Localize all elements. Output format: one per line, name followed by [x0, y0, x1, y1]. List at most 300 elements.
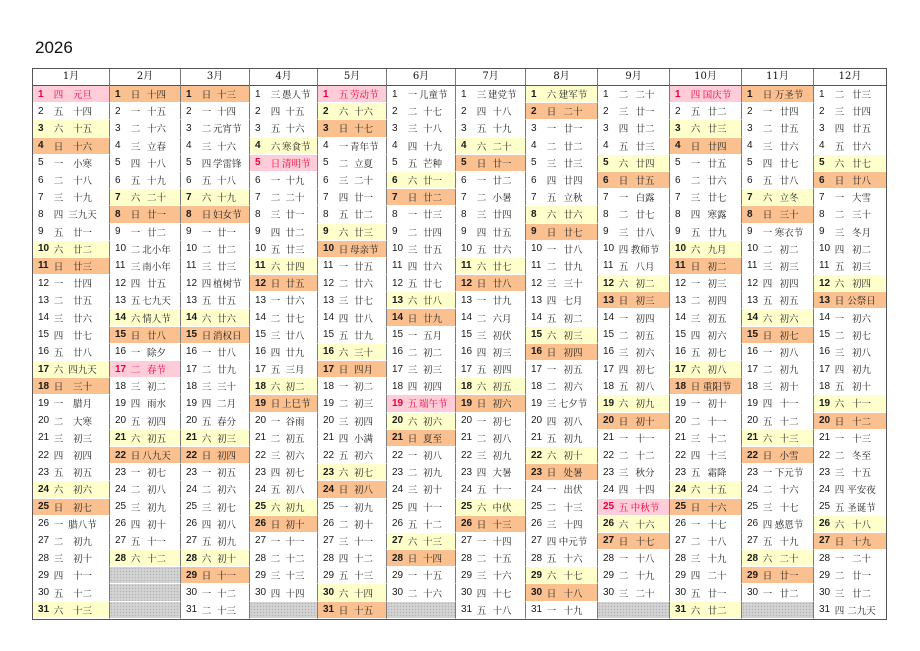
lunar-label: 中伏: [492, 502, 512, 514]
day-number: 16: [115, 346, 127, 358]
day-number: 9: [461, 226, 467, 238]
day-number: 27: [819, 535, 831, 547]
day-number: 26: [531, 518, 543, 530]
lunar-label: 二十: [779, 554, 799, 566]
day-cell: [318, 241, 387, 258]
lunar-label: 春节: [146, 365, 166, 377]
lunar-label: 三十: [353, 347, 373, 359]
weekday-label: 四: [618, 485, 629, 497]
lunar-label: 十九: [422, 141, 442, 153]
day-number: 12: [603, 277, 615, 289]
day-cell: [742, 361, 814, 378]
day-number: 11: [461, 260, 472, 272]
weekday-label: 五: [476, 605, 487, 617]
day-cell: [110, 189, 181, 206]
day-cell: [33, 292, 110, 309]
weekday-label: 三: [834, 468, 845, 480]
day-number: 22: [255, 449, 267, 461]
lunar-label: 十九: [707, 554, 727, 566]
weekday-label: 二: [546, 502, 557, 514]
lunar-label: 十四: [72, 107, 92, 119]
lunar-label: 十九: [72, 193, 92, 205]
weekday-label: 二: [201, 365, 212, 377]
day-number: 15: [603, 329, 615, 341]
day-number: 14: [38, 312, 50, 324]
lunar-label: 芒种: [422, 158, 442, 170]
weekday-label: 二: [762, 124, 773, 136]
day-number: 28: [675, 552, 687, 564]
lunar-label: 廿七: [707, 193, 727, 205]
day-number: 28: [255, 552, 267, 564]
lunar-label: 十三: [492, 519, 512, 531]
day-number: 30: [392, 587, 404, 599]
lunar-label: 冬月: [851, 227, 871, 239]
weekday-label: 四: [834, 244, 845, 256]
lunar-label: 十六: [146, 124, 166, 136]
weekday-label: 五: [407, 158, 418, 170]
day-cell: [318, 481, 387, 498]
lunar-label: 十二: [635, 451, 655, 463]
weekday-label: 二: [201, 244, 212, 256]
day-number: 5: [531, 157, 537, 169]
lunar-label: 初九: [146, 502, 166, 514]
lunar-label: 十八: [563, 588, 583, 600]
day-number: 6: [531, 174, 537, 186]
lunar-label: 廿八: [353, 313, 373, 325]
weekday-label: 一: [270, 176, 281, 188]
day-number: 26: [392, 518, 404, 530]
day-cell: [456, 533, 526, 550]
lunar-label: 十九: [635, 571, 655, 583]
lunar-label: 二十: [563, 107, 583, 119]
weekday-label: 二: [476, 193, 487, 205]
day-number: 14: [531, 312, 543, 324]
lunar-label: 十一: [146, 536, 166, 548]
lunar-label: 二十: [851, 554, 871, 566]
lunar-label: 十六: [353, 107, 373, 119]
lunar-label: 廿三: [563, 158, 583, 170]
day-number: 18: [255, 380, 267, 392]
lunar-label: 十八: [72, 176, 92, 188]
weekday-label: 一: [407, 90, 418, 102]
day-cell: [598, 584, 670, 601]
day-cell: [250, 516, 318, 533]
day-cell: [318, 155, 387, 172]
day-cell: [387, 413, 456, 430]
day-number: 19: [603, 397, 615, 409]
day-number: 20: [115, 415, 127, 427]
day-cell: [318, 378, 387, 395]
weekday-label: 日: [690, 502, 701, 514]
day-number: 3: [603, 122, 609, 134]
day-cell: [526, 103, 598, 120]
day-number: 21: [323, 432, 335, 444]
weekday-label: 二: [546, 382, 557, 394]
weekday-label: 日: [762, 330, 773, 342]
weekday-label: 三: [130, 382, 141, 394]
weekday-label: 一: [407, 210, 418, 222]
day-cell: [318, 602, 387, 619]
day-cell: [598, 86, 670, 103]
day-cell: [318, 464, 387, 481]
day-number: 24: [461, 483, 473, 495]
lunar-label: 十六: [707, 502, 727, 514]
lunar-label: 上巳节: [282, 399, 311, 411]
day-cell: [181, 172, 250, 189]
day-number: 10: [461, 243, 473, 255]
day-cell: [670, 258, 742, 275]
day-number: 31: [186, 604, 198, 616]
weekday-label: 五: [53, 347, 64, 359]
day-cell: [598, 189, 670, 206]
day-cell: [250, 395, 318, 412]
day-cell: [670, 120, 742, 137]
day-cell: [814, 567, 886, 584]
lunar-label: 廿五: [72, 296, 92, 308]
day-number: 27: [603, 535, 615, 547]
weekday-label: 日: [762, 90, 773, 102]
weekday-label: 五: [690, 347, 701, 359]
lunar-label: 初九: [422, 468, 442, 480]
day-cell: [742, 378, 814, 395]
day-cell: [110, 516, 181, 533]
day-cell: [33, 395, 110, 412]
day-cell: [181, 550, 250, 567]
weekday-label: 四: [762, 279, 773, 291]
day-number: 23: [38, 466, 50, 478]
day-number: 28: [819, 552, 831, 564]
day-number: 15: [819, 329, 831, 341]
day-cell: [110, 103, 181, 120]
lunar-label: 初三: [779, 261, 799, 273]
weekday-label: 三: [618, 347, 629, 359]
day-number: 1: [819, 88, 825, 100]
lunar-label: 廿九: [216, 365, 236, 377]
empty-cell: [598, 602, 670, 619]
weekday-label: 日: [476, 519, 487, 531]
day-cell: [526, 120, 598, 137]
weekday-label: 日: [476, 158, 487, 170]
lunar-label: 十二: [353, 554, 373, 566]
lunar-label: 廿五: [635, 176, 655, 188]
weekday-label: 一: [201, 227, 212, 239]
day-cell: [670, 103, 742, 120]
lunar-label: 廿三: [422, 210, 442, 222]
weekday-label: 四: [618, 124, 629, 136]
lunar-label: 廿一: [216, 227, 236, 239]
day-number: 20: [255, 415, 267, 427]
day-cell: [33, 413, 110, 430]
lunar-label: 三九天: [68, 210, 97, 222]
weekday-label: 三: [53, 554, 64, 566]
day-number: 23: [819, 466, 831, 478]
day-number: 19: [255, 397, 267, 409]
weekday-label: 日: [546, 227, 557, 239]
day-cell: [456, 430, 526, 447]
day-number: 3: [747, 122, 753, 134]
day-number: 10: [38, 243, 50, 255]
day-cell: [110, 533, 181, 550]
lunar-label: 廿一: [492, 158, 512, 170]
day-number: 9: [819, 226, 825, 238]
day-number: 27: [392, 535, 404, 547]
day-number: 2: [115, 105, 121, 117]
lunar-label: 春分: [216, 416, 236, 428]
day-cell: [110, 481, 181, 498]
lunar-label: 十二: [72, 588, 92, 600]
day-number: 13: [461, 294, 473, 306]
weekday-label: 三: [476, 451, 487, 463]
lunar-label: 初四: [422, 382, 442, 394]
day-number: 27: [186, 535, 198, 547]
weekday-label: 一: [762, 588, 773, 600]
day-cell: [110, 309, 181, 326]
day-cell: [814, 275, 886, 292]
day-number: 25: [747, 501, 759, 513]
weekday-label: 二: [130, 244, 141, 256]
day-number: 10: [819, 243, 831, 255]
day-number: 27: [531, 535, 543, 547]
day-cell: [181, 395, 250, 412]
day-cell: [110, 344, 181, 361]
lunar-label: 小雪: [779, 451, 799, 463]
day-number: 2: [531, 105, 537, 117]
lunar-label: 初九: [635, 399, 655, 411]
lunar-label: 廿八: [635, 227, 655, 239]
day-cell: [742, 481, 814, 498]
weekday-label: 四: [476, 588, 487, 600]
weekday-label: 三: [201, 502, 212, 514]
lunar-label: 初三: [707, 279, 727, 291]
weekday-label: 三: [270, 90, 281, 102]
lunar-label: 情人节: [142, 313, 171, 325]
weekday-label: 五: [618, 141, 629, 153]
day-cell: [526, 224, 598, 241]
day-cell: [670, 567, 742, 584]
day-cell: [110, 447, 181, 464]
day-cell: [181, 344, 250, 361]
weekday-label: 三: [618, 107, 629, 119]
lunar-label: 廿六: [779, 141, 799, 153]
day-number: 16: [461, 346, 473, 358]
lunar-label: 初四: [492, 365, 512, 377]
weekday-label: 日: [407, 433, 418, 445]
weekday-label: 六: [618, 399, 629, 411]
day-cell: [33, 567, 110, 584]
day-cell: [670, 86, 742, 103]
calendar-grid: [32, 68, 887, 620]
day-number: 4: [323, 140, 329, 152]
day-number: 28: [38, 552, 50, 564]
day-cell: [181, 86, 250, 103]
lunar-label: 十六: [492, 571, 512, 583]
weekday-label: 一: [762, 107, 773, 119]
lunar-label: 初四: [72, 451, 92, 463]
weekday-label: 六: [476, 502, 487, 514]
weekday-label: 日: [834, 536, 845, 548]
day-cell: [670, 189, 742, 206]
day-number: 21: [115, 432, 127, 444]
day-cell: [742, 550, 814, 567]
day-cell: [110, 378, 181, 395]
day-cell: [814, 550, 886, 567]
day-cell: [181, 413, 250, 430]
day-cell: [33, 584, 110, 601]
weekday-label: 三: [338, 416, 349, 428]
weekday-label: 四: [476, 107, 487, 119]
lunar-label: 十四: [422, 554, 442, 566]
lunar-label: 初八: [422, 451, 442, 463]
weekday-label: 二: [270, 193, 281, 205]
day-cell: [598, 499, 670, 516]
day-number: 3: [115, 122, 121, 134]
weekday-label: 六: [270, 261, 281, 273]
lunar-label: 初五: [707, 313, 727, 325]
lunar-label: 立秋: [563, 193, 583, 205]
day-cell: [387, 206, 456, 223]
weekday-label: 五: [762, 416, 773, 428]
day-number: 5: [38, 157, 44, 169]
lunar-label: 初二: [422, 347, 442, 359]
weekday-label: 一: [338, 382, 349, 394]
day-cell: [110, 206, 181, 223]
lunar-label: 初四: [216, 451, 236, 463]
day-cell: [33, 224, 110, 241]
lunar-label: 廿八: [563, 244, 583, 256]
lunar-label: 廿一: [563, 124, 583, 136]
day-number: 10: [675, 243, 687, 255]
day-number: 4: [186, 140, 192, 152]
lunar-label: 十五: [492, 554, 512, 566]
day-cell: [387, 584, 456, 601]
weekday-label: 二: [270, 313, 281, 325]
weekday-label: 四: [130, 519, 141, 531]
day-number: 17: [747, 363, 759, 375]
lunar-label: 十四: [285, 588, 305, 600]
day-number: 17: [38, 363, 50, 375]
day-number: 26: [461, 518, 473, 530]
lunar-label: 廿七: [563, 227, 583, 239]
day-cell: [110, 361, 181, 378]
day-cell: [33, 275, 110, 292]
day-cell: [814, 258, 886, 275]
day-cell: [387, 138, 456, 155]
day-number: 12: [115, 277, 127, 289]
day-cell: [387, 258, 456, 275]
day-number: 23: [392, 466, 404, 478]
day-number: 26: [747, 518, 759, 530]
day-cell: [814, 86, 886, 103]
weekday-label: 四: [407, 261, 418, 273]
weekday-label: 三: [407, 365, 418, 377]
lunar-label: 十一: [285, 536, 305, 548]
day-number: 30: [819, 587, 831, 599]
day-number: 18: [115, 380, 127, 392]
day-number: 7: [603, 191, 609, 203]
lunar-label: 端午节: [419, 399, 448, 411]
lunar-label: 出伏: [563, 485, 583, 497]
day-cell: [526, 241, 598, 258]
lunar-label: 廿四: [635, 158, 655, 170]
day-number: 18: [323, 380, 335, 392]
lunar-label: 廿五: [285, 279, 305, 291]
empty-cell: [250, 602, 318, 619]
day-number: 21: [819, 432, 831, 444]
lunar-label: 初六: [216, 485, 236, 497]
day-number: 21: [186, 432, 198, 444]
day-number: 24: [255, 483, 267, 495]
weekday-label: 一: [546, 365, 557, 377]
weekday-label: 三: [130, 502, 141, 514]
day-cell: [110, 138, 181, 155]
weekday-label: 日: [762, 451, 773, 463]
weekday-label: 五: [546, 313, 557, 325]
day-number: 1: [392, 88, 398, 100]
lunar-label: 初十: [422, 485, 442, 497]
lunar-label: 初五: [285, 433, 305, 445]
lunar-label: 初五: [635, 330, 655, 342]
day-number: 8: [38, 208, 44, 220]
lunar-label: 廿二: [851, 588, 871, 600]
day-cell: [456, 189, 526, 206]
weekday-label: 六: [130, 433, 141, 445]
weekday-label: 五: [407, 279, 418, 291]
lunar-label: 初五: [146, 433, 166, 445]
lunar-label: 十三: [422, 536, 442, 548]
weekday-label: 三: [407, 485, 418, 497]
day-number: 4: [392, 140, 398, 152]
day-cell: [526, 602, 598, 619]
lunar-label: 初十: [635, 416, 655, 428]
day-number: 25: [603, 501, 615, 513]
day-cell: [181, 584, 250, 601]
lunar-label: 廿四: [72, 279, 92, 291]
weekday-label: 二: [546, 261, 557, 273]
weekday-label: 一: [618, 433, 629, 445]
lunar-label: 二十: [285, 193, 305, 205]
day-cell: [742, 327, 814, 344]
day-number: 14: [115, 312, 127, 324]
lunar-label: 十一: [72, 571, 92, 583]
weekday-label: 日: [201, 210, 212, 222]
lunar-label: 十三: [216, 605, 236, 617]
lunar-label: 初二: [779, 244, 799, 256]
weekday-label: 日: [201, 90, 212, 102]
day-number: 20: [819, 415, 831, 427]
lunar-label: 廿四: [851, 107, 871, 119]
day-number: 24: [392, 483, 404, 495]
day-number: 5: [115, 157, 121, 169]
day-cell: [598, 155, 670, 172]
lunar-label: 廿六: [422, 261, 442, 273]
weekday-label: 一: [762, 347, 773, 359]
day-cell: [526, 361, 598, 378]
lunar-label: 六月: [492, 313, 512, 325]
weekday-label: 五: [407, 519, 418, 531]
lunar-label: 初六: [285, 451, 305, 463]
weekday-label: 一: [53, 399, 64, 411]
day-cell: [742, 241, 814, 258]
weekday-label: 六: [53, 605, 64, 617]
day-number: 19: [323, 397, 335, 409]
day-number: 20: [38, 415, 50, 427]
weekday-label: 二: [53, 176, 64, 188]
day-number: 1: [323, 88, 329, 100]
day-number: 16: [819, 346, 831, 358]
day-number: 20: [392, 415, 404, 427]
day-cell: [456, 378, 526, 395]
day-number: 13: [603, 294, 615, 306]
